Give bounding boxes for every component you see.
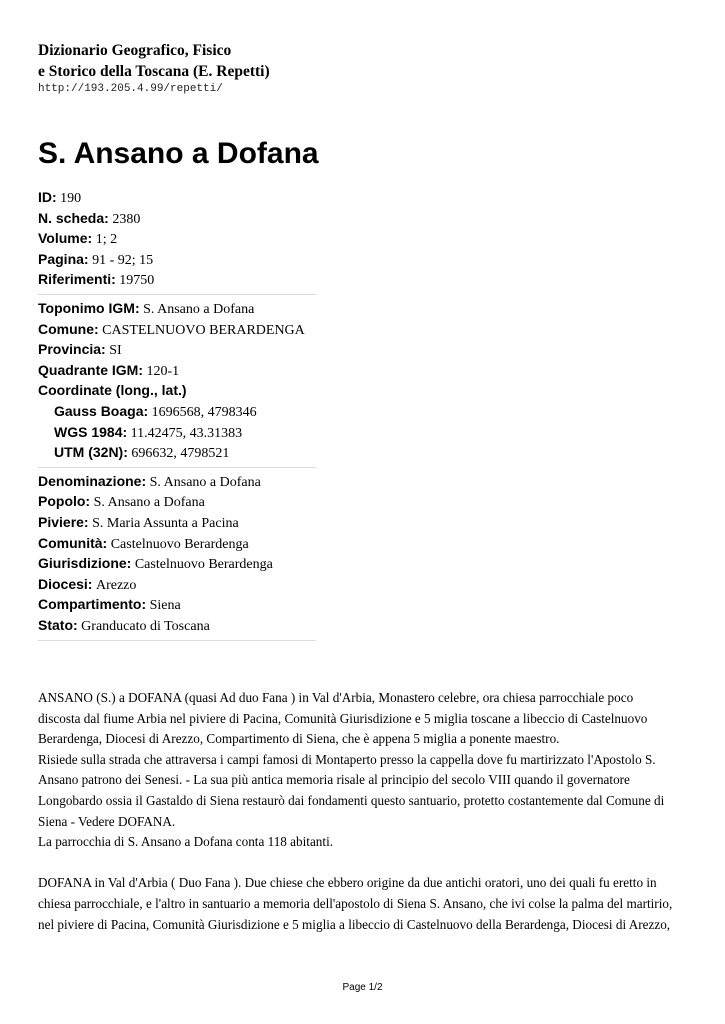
dictionary-title-line-2: e Storico della Toscana (E. Repetti) (38, 63, 270, 80)
field-volume (38, 228, 316, 249)
text-line: Longobardo ossia il Gastaldo di Siena restaurò dai fondamenti questo santuario, protetto costantemente dal Comune di (38, 792, 665, 808)
paragraph-gap (38, 853, 688, 874)
field-value: Arezzo (95, 577, 137, 593)
field-value: S. Maria Assunta a Pacina (92, 515, 239, 531)
field-compartimento (38, 594, 316, 615)
field-value: SI (109, 343, 122, 359)
text-line: ANSANO (S.) a DOFANA (quasi Ad duo Fana ) in Val d'Arbia, Monastero celebre, ora chiesa parrocchiale poco (38, 690, 634, 705)
field-value: S. Ansano a Dofana (93, 495, 205, 511)
field-label: Comune: (38, 320, 99, 337)
field-popolo (38, 491, 316, 512)
field-label: Quadrante IGM: (38, 361, 144, 378)
field-comune (38, 319, 316, 340)
field-diocesi (38, 574, 316, 595)
text-line: Ansano patrono dei Senesi. - La sua più antica memoria risale al principio del secolo VIII quando il governatore (38, 772, 630, 788)
text-line: DOFANA in Val d'Arbia ( Duo Fana ). Due chiese che ebbero origine da due antichi oratori, uno dei quali fu eretto in (38, 875, 657, 891)
field-label: Diocesi: (38, 575, 93, 592)
text-line: nel piviere di Pacina, Comunità Giurisdizione e 5 miglia a libeccio di Castelnuovo della Berardenga, Diocesi di Arezzo, (38, 916, 671, 932)
field-value: 120-1 (146, 363, 180, 379)
field-label: Stato: (38, 616, 78, 633)
field-riferimenti (38, 269, 316, 290)
section-divider (38, 294, 316, 295)
field-value: S. Ansano a Dofana (149, 474, 261, 490)
record-fields (38, 187, 316, 644)
field-value: 1; 2 (95, 232, 118, 248)
field-value: CASTELNUOVO BERARDENGA (102, 322, 305, 338)
text-line: chiesa parrocchiale, e l'altro in santuario a memoria dell'apostolo di Siena S. Ansano, che ivi colse la palma del martirio, (38, 895, 673, 911)
field-label: Giurisdizione: (38, 555, 132, 572)
field-value: Castelnuovo Berardenga (134, 557, 273, 573)
field-label: Provincia: (38, 341, 106, 358)
field-piviere (38, 512, 316, 533)
section-divider (38, 640, 316, 641)
field-giurisdizione (38, 553, 316, 574)
field-value: S. Ansano a Dofana (143, 301, 255, 317)
field-denominazione (38, 471, 316, 492)
document-header (38, 40, 270, 95)
text-line: Risiede sulla strada che attraversa i campi famosi di Montaperto presso la cappella dove fu martirizzato l'Apostolo S. (38, 751, 656, 767)
source-url: http://193.205.4.99/repetti/ (38, 83, 223, 95)
field-value: Siena (149, 598, 181, 614)
field-label: Comunità: (38, 534, 108, 551)
field-label: Piviere: (38, 513, 89, 530)
field-value: 91 - 92; 15 (92, 252, 154, 268)
field-utm (38, 442, 316, 463)
text-line: discosta dal fiume Arbia nel piviere di Pacina, Comunità Giurisdizione e 5 miglia toscane a libeccio di Castelnuovo (38, 710, 648, 726)
text-line: Berardenga, Diocesi di Arezzo, Compartimento di Siena, che è appena 5 miglia a ponente maestro. (38, 731, 560, 747)
text-line: La parrocchia di S. Ansano a Dofana conta 118 abitanti. (38, 834, 334, 850)
page-title: S. Ansano a Dofana (38, 137, 319, 170)
field-pagina (38, 249, 316, 270)
dictionary-title-line-1: Dizionario Geografico, Fisico (38, 42, 232, 59)
field-label: Riferimenti: (38, 271, 116, 288)
field-value: 190 (60, 191, 82, 206)
field-value: 2380 (112, 211, 141, 227)
field-label: WGS 1984: (54, 423, 128, 440)
field-coordinate-heading (38, 380, 316, 401)
field-label: Denominazione: (38, 472, 147, 489)
field-value: 1696568, 4798346 (151, 404, 257, 420)
text-line: Siena - Vedere DOFANA. (38, 813, 176, 829)
field-label: Volume: (38, 230, 93, 247)
field-provincia (38, 339, 316, 360)
field-comunita (38, 533, 316, 554)
field-gauss-boaga (38, 401, 316, 422)
field-label: N. scheda: (38, 209, 109, 226)
field-toponimo (38, 298, 316, 319)
field-id (38, 187, 316, 208)
field-label: Popolo: (38, 493, 91, 510)
field-stato (38, 615, 316, 636)
page-number: Page 1/2 (342, 982, 383, 993)
field-value: 11.42475, 43.31383 (130, 425, 243, 441)
field-label: Toponimo IGM: (38, 299, 140, 316)
field-label: Gauss Boaga: (54, 402, 149, 419)
section-divider (38, 467, 316, 468)
field-value: Granducato di Toscana (81, 618, 210, 634)
field-value: 19750 (119, 273, 155, 289)
field-label: ID: (38, 189, 57, 205)
field-scheda (38, 208, 316, 229)
field-wgs-1984 (38, 422, 316, 443)
entry-text (38, 688, 688, 935)
field-label: UTM (32N): (54, 444, 128, 461)
field-label: Pagina: (38, 250, 89, 267)
field-value: 696632, 4798521 (131, 446, 230, 462)
field-label: Coordinate (long., lat.) (38, 382, 187, 399)
field-value: Castelnuovo Berardenga (110, 536, 249, 552)
field-label: Compartimento: (38, 596, 147, 613)
field-quadrante (38, 360, 316, 381)
